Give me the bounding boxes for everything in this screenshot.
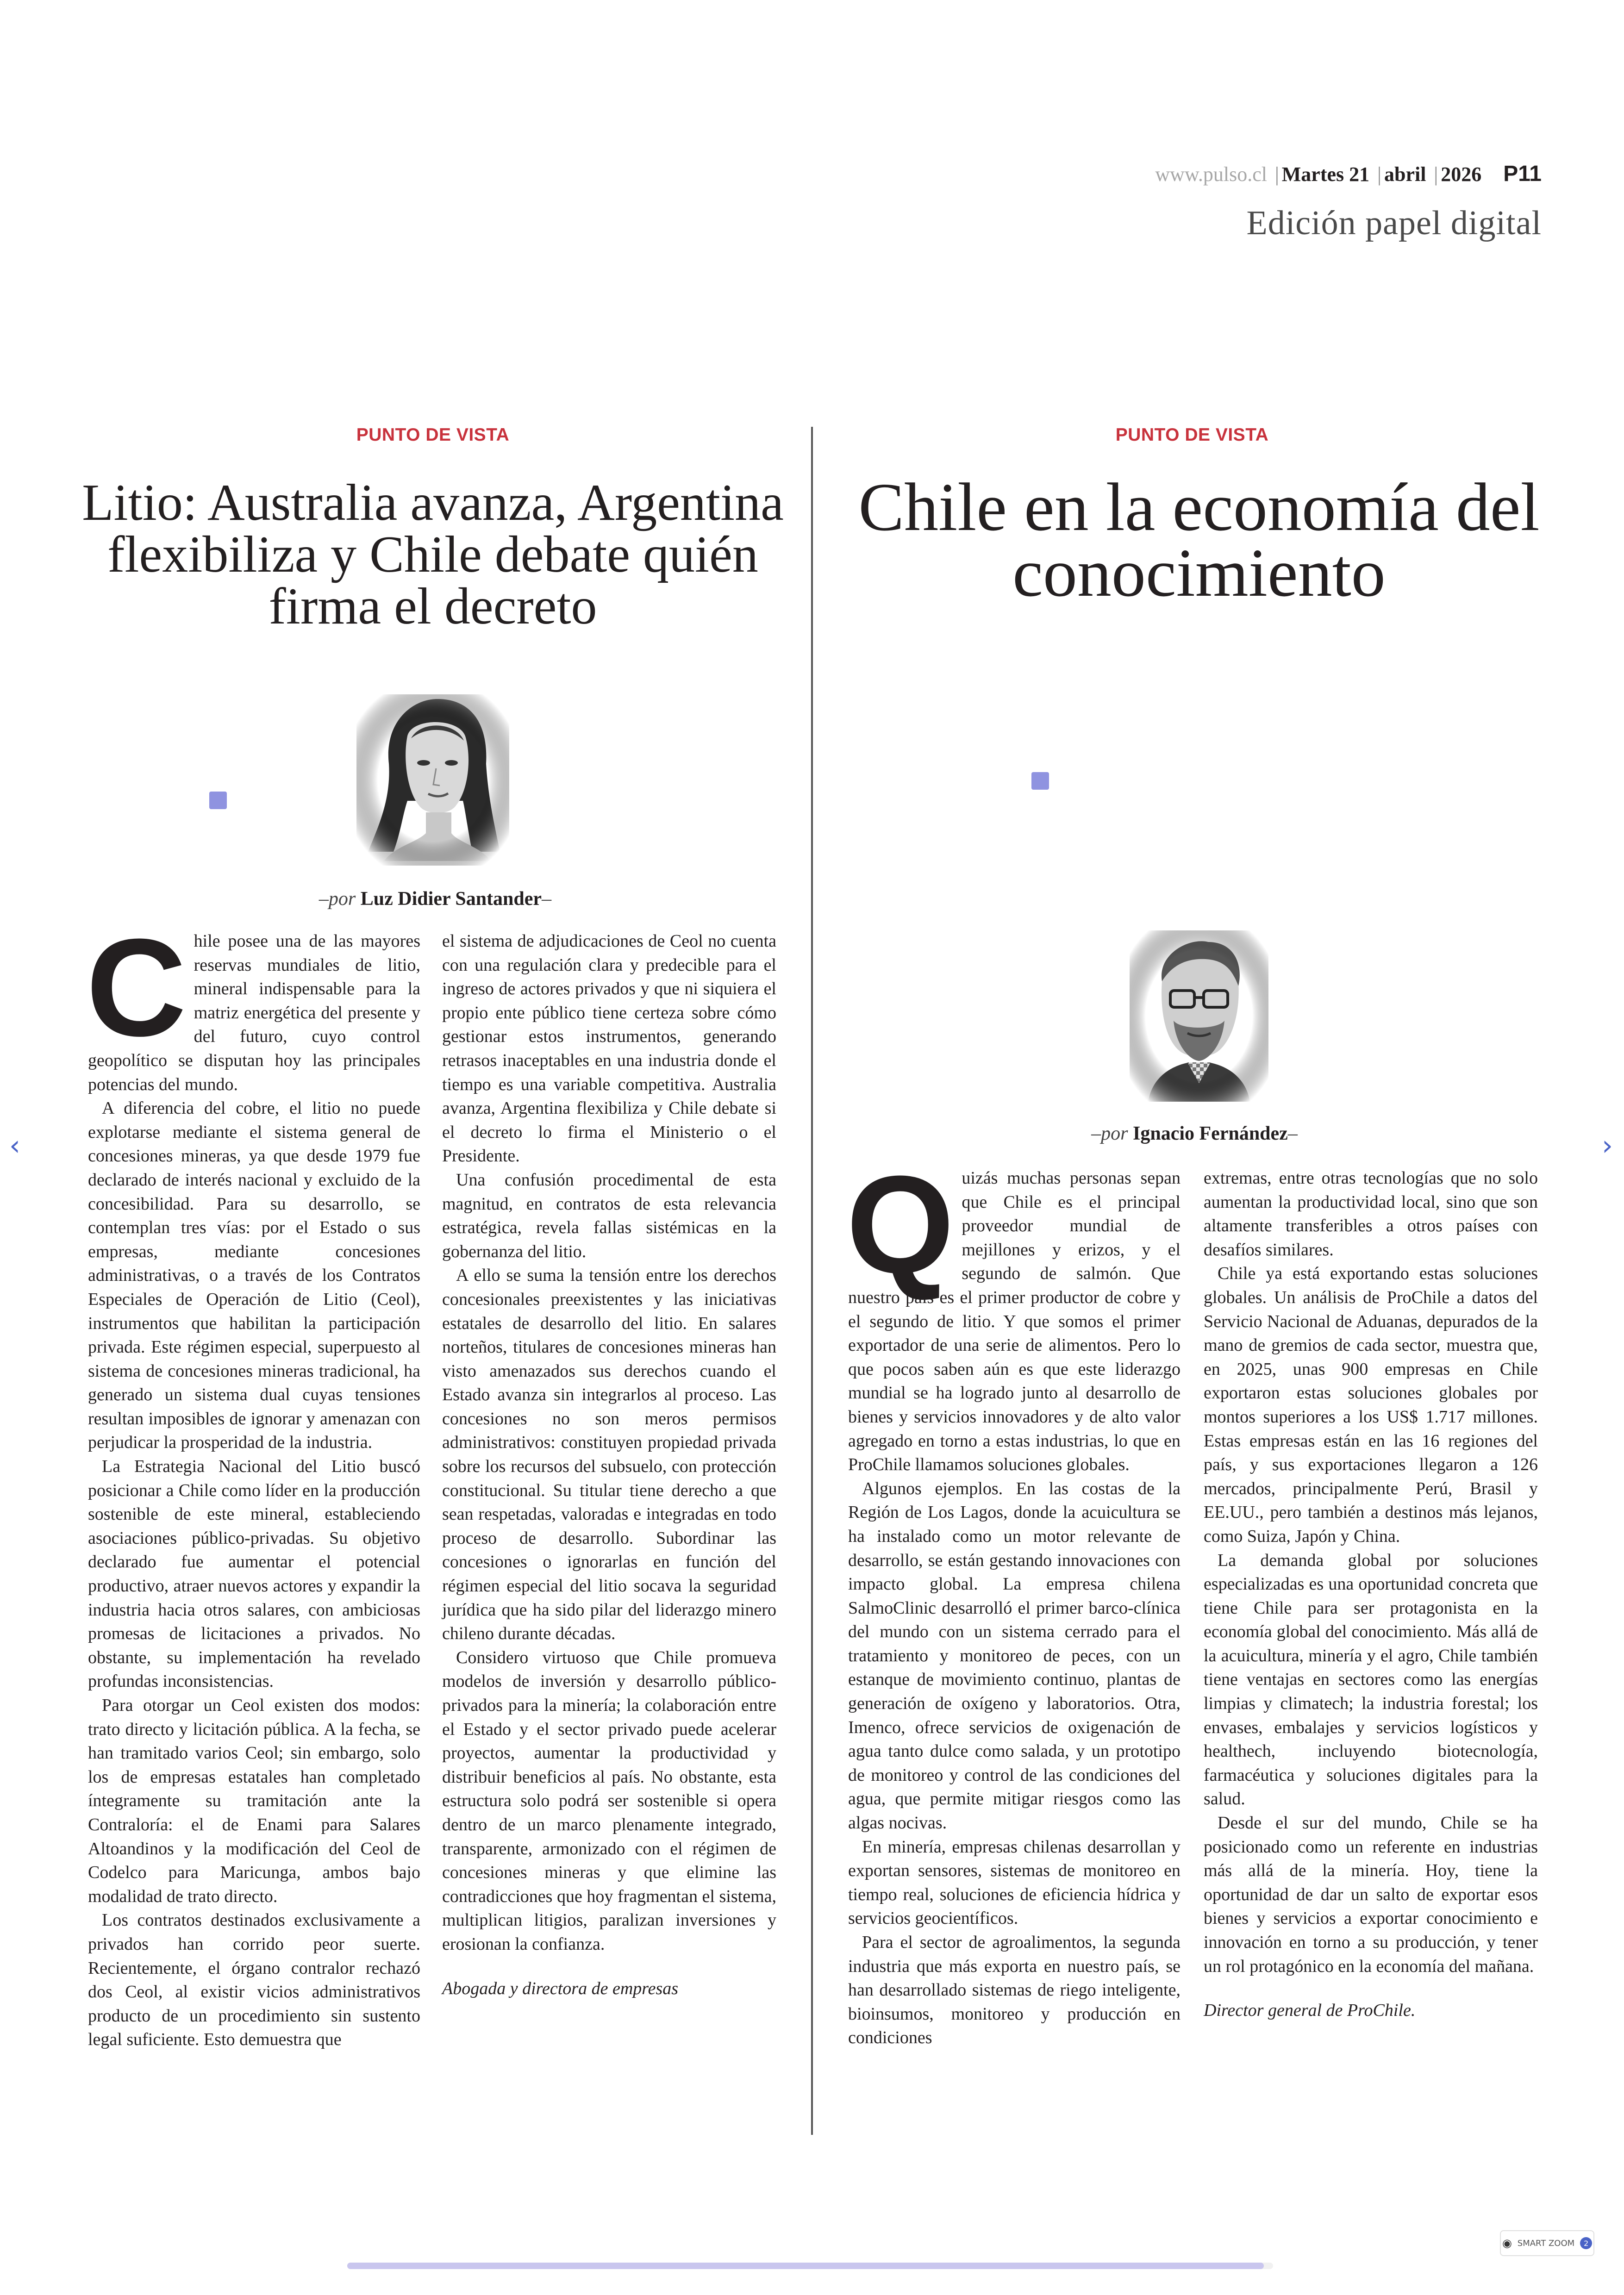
right-article-column-2	[1204, 1166, 1538, 2023]
left-article-column-2	[442, 929, 776, 2001]
header-separator: |	[1377, 163, 1381, 186]
author-signature: Abogada y directora de empresas	[442, 1978, 679, 1998]
paragraph: Considero virtuoso que Chile promueva modelos de inversión y desarrollo público-privados para la minería; la colaboración entre el Estado y el sector privado puede acelerar proyectos, aumentar la productividad y distribuir beneficios al país. No obstante, esta estructura solo podrá ser sostenible si opera dentro de un marco plenamente integrado, transparente, armonizado con el régimen de concesiones mineras y que elimine las contradicciones que hoy fragmentan el sistema, multiplican litigios, paralizan inversiones y erosionan la confianza.	[442, 1647, 776, 1954]
right-article-title: Chile en la economía del conocimiento	[858, 469, 1540, 611]
header-separator: |	[1274, 163, 1279, 186]
right-article-column-1	[846, 1147, 1181, 2050]
byline-prefix: –por	[319, 888, 361, 910]
left-byline	[204, 888, 667, 910]
paragraph: Los contratos destinados exclusivamente a privados han corrido peor suerte. Recientemente, el órgano contralor rechazó dos Ceol, al existir vicios administrativos producto de un procedimiento sin sustento legal suficiente. Esto demuestra que	[88, 1910, 420, 2050]
header-year: 2026	[1441, 163, 1482, 186]
paragraph: Para otorgar un Ceol existen dos modos: trato directo y licitación pública. A la fecha, se han tramitado varios Ceol; sin embargo, solo los de empresas estatales han completado íntegramente su tramitación ante la Contraloría: el de Enami para Salares Altoandinos y la modificación del Ceol de Codelco para Maricunga, ambos bajo modalidad de trato directo.	[88, 1696, 420, 1906]
header-day: Martes 21	[1281, 163, 1370, 186]
paragraph: A ello se suma la tensión entre los derechos concesionales preexistentes y las iniciativas estatales de desarrollo del litio. En salares norteños, titulares de concesiones mineras han visto amenazados sus derechos cuando el Estado avanza sin integrarlos al proceso. Las concesiones no son meros permisos administrativos: constituyen propiedad privada sobre los recursos del subsuelo, con protección constitucional. Su titular tiene derecho a que sean respetadas, valoradas e integradas en todo proceso de desarrollo. Subordinar las concesiones o ignorarlas en función del régimen especial del litio socava la seguridad jurídica que ha sido pilar del liderazgo minero chileno durante décadas.	[442, 1266, 776, 1644]
byline-suffix: –	[1287, 1123, 1298, 1144]
drop-cap: Q	[846, 1147, 955, 1302]
byline-suffix: –	[542, 888, 552, 910]
paragraph: hile posee una de las mayores reservas mundiales de litio, mineral indispensable para la matriz energética del presente y del futuro, cuyo control geopolítico se disputan hoy las principales potencias del mundo.	[88, 931, 420, 1094]
author-signature: Director general de ProChile.	[1204, 2001, 1416, 2021]
horizontal-scrollbar-thumb[interactable]	[347, 2263, 1264, 2269]
author-name: Luz Didier Santander	[360, 888, 542, 910]
paragraph: Una confusión procedimental de esta magnitud, en contratos de esta relevancia estratégica, revela fallas sistémicas en la gobernanza del litio.	[442, 1170, 776, 1261]
annotation-marker[interactable]	[1031, 772, 1049, 790]
header-separator: |	[1434, 163, 1438, 186]
paragraph: uizás muchas personas sepan que Chile es el principal proveedor mundial de mejillones y erizos, y el segundo de salmón. Que nuestro país es el primer productor de cobre y el segundo de litio. Y que somos el primer exportador de una serie de alimentos. Pero lo que pocos saben aún es que este liderazgo mundial se ha logrado junto al desarrollo de bienes y servicios innovadores y de alto valor agregado en torno a estas industrias, lo que en ProChile llamamos soluciones globales.	[848, 1168, 1181, 1475]
author-portrait-luz	[356, 694, 509, 866]
paragraph: Algunos ejemplos. En las costas de la Región de Los Lagos, donde la acuicultura se ha instalado como un motor relevante de desarrollo, se están gestando innovaciones con impacto global. La empresa chilena SalmoClinic desarrolló el primer barco-clínica del mundo con un sistema cerrado para el tratamiento y monitoreo de peces, con un estanque de movimiento continuo, plantas de generación de oxígeno y laboratorios. Otra, Imenco, ofrece servicios de oxigenación de agua tanto dulce como salada, y un prototipo de monitoreo y control de las condiciones del agua, que permite mitigar riesgos como las algas nocivas.	[848, 1478, 1181, 1833]
author-name: Ignacio Fernández	[1133, 1123, 1288, 1144]
right-kicker: PUNTO DE VISTA	[1115, 425, 1269, 445]
annotation-marker[interactable]	[209, 792, 227, 809]
author-portrait-ignacio	[1130, 930, 1268, 1102]
eye-icon: ◉	[1502, 2237, 1512, 2250]
paragraph: extremas, entre otras tecnologías que no solo aumentan la productividad local, sino que son altamente transferibles a otros países con desafíos similares.	[1204, 1168, 1538, 1260]
page-header	[1065, 161, 1542, 187]
paragraph: A diferencia del cobre, el litio no puede explotarse mediante el sistema general de concesiones mineras, ya que desde 1979 fue declarado de interés nacional y excluido de la concesibilidad. Para su desarrollo, se contemplan tres vías: por el Estado o sus empresas, mediante concesiones administrativas, o a través de los Contratos Especiales de Operación de Litio (Ceol), instrumentos que habilitan la participación privada. Este régimen especial, superpuesto al sistema de concesiones mineras tradicional, ha generado un sistema dual cuyas tensiones resultan imposibles de ignorar y amenazan con perjudicar la prosperidad de la industria.	[88, 1098, 420, 1453]
smart-zoom-label: SMART ZOOM	[1517, 2238, 1575, 2248]
paragraph: Chile ya está exportando estas soluciones globales. Un análisis de ProChile a datos del Servicio Nacional de Aduanas, depurados de la mano de gremios de cada sector, muestra que, en 2025, unas 900 empresas en Chile exportaron estas soluciones globales por montos superiores a los US$ 1.717 millones. Estas empresas están en las 16 regiones del país, y sus exportaciones llegaron a 126 mercados, principalmente Perú, Brasil y EE.UU., pero también a destinos más lejanos, como Suiza, Japón y China.	[1204, 1264, 1538, 1546]
paragraph: Desde el sur del mundo, Chile se ha posicionado como un referente en industrias más allá de la minería. Hoy, tiene la oportunidad de dar un salto de exportar esos bienes y servicios a exportar conocimiento e innovación en torno a su producción, y tener un rol protagónico en la economía del mañana.	[1204, 1813, 1538, 1976]
left-article-title: Litio: Australia avanza, Argentina flexibiliza y Chile debate quién firma el decreto	[82, 474, 784, 635]
paragraph: La demanda global por soluciones especializadas es una oportunidad concreta que tiene Chile para ser protagonista en la economía global del conocimiento. Más allá de la acuicultura, minería y el agro, Chile también tiene ventajas en sectores como las energías limpias y climatech; la industria forestal; los envases, embalajes y servicios logísticos y healthech, incluyendo biotecnología, farmacéutica y soluciones digitales para la salud.	[1204, 1550, 1538, 1809]
next-page-arrow-icon[interactable]: ›	[1602, 1129, 1613, 1162]
paragraph: Para el sector de agroalimentos, la segunda industria que más exporta en nuestro país, se han desarrollado sistemas de riego inteligente, bioinsumos, monitoreo y producción en condiciones	[848, 1933, 1181, 2048]
right-byline	[963, 1123, 1426, 1145]
prev-page-arrow-icon[interactable]: ‹	[9, 1129, 20, 1162]
byline-prefix: –por	[1091, 1123, 1133, 1144]
drop-cap: C	[86, 910, 187, 1065]
left-kicker: PUNTO DE VISTA	[356, 425, 510, 445]
edition-label: Edición papel digital	[1246, 204, 1542, 242]
paragraph: el sistema de adjudicaciones de Ceol no cuenta con una regulación clara y predecible para el ingreso de actores privados y que ni siquiera el propio ente público tiene certeza sobre cómo gestionar estos instrumentos, generando retrasos inaceptables en una industria donde el tiempo es una variable competitiva. Australia avanza, Argentina flexibiliza y Chile debate si el decreto lo firma el Ministerio o el Presidente.	[442, 931, 776, 1166]
left-article-column-1	[86, 910, 420, 2052]
smart-zoom-button[interactable]	[1500, 2230, 1594, 2256]
site-url[interactable]: www.pulso.cl	[1155, 163, 1267, 186]
smart-zoom-count: 2	[1580, 2237, 1592, 2249]
column-divider	[811, 427, 813, 2135]
paragraph: La Estrategia Nacional del Litio buscó posicionar a Chile como líder en la producción sostenible de este mineral, estableciendo asociaciones público-privadas. Su objetivo declarado fue aumentar el potencial productivo, atraer nuevos actores y expandir la industria hacia otros salares, con ambiciosas promesas de licitaciones a privados. No obstante, su implementación ha revelado profundas inconsistencias.	[88, 1457, 420, 1691]
page-number: P11	[1503, 162, 1542, 186]
header-month: abril	[1384, 163, 1426, 186]
paragraph: En minería, empresas chilenas desarrollan y exportan sensores, sistemas de monitoreo en tiempo real, soluciones de eficiencia hídrica y servicios geocientíficos.	[848, 1837, 1181, 1928]
